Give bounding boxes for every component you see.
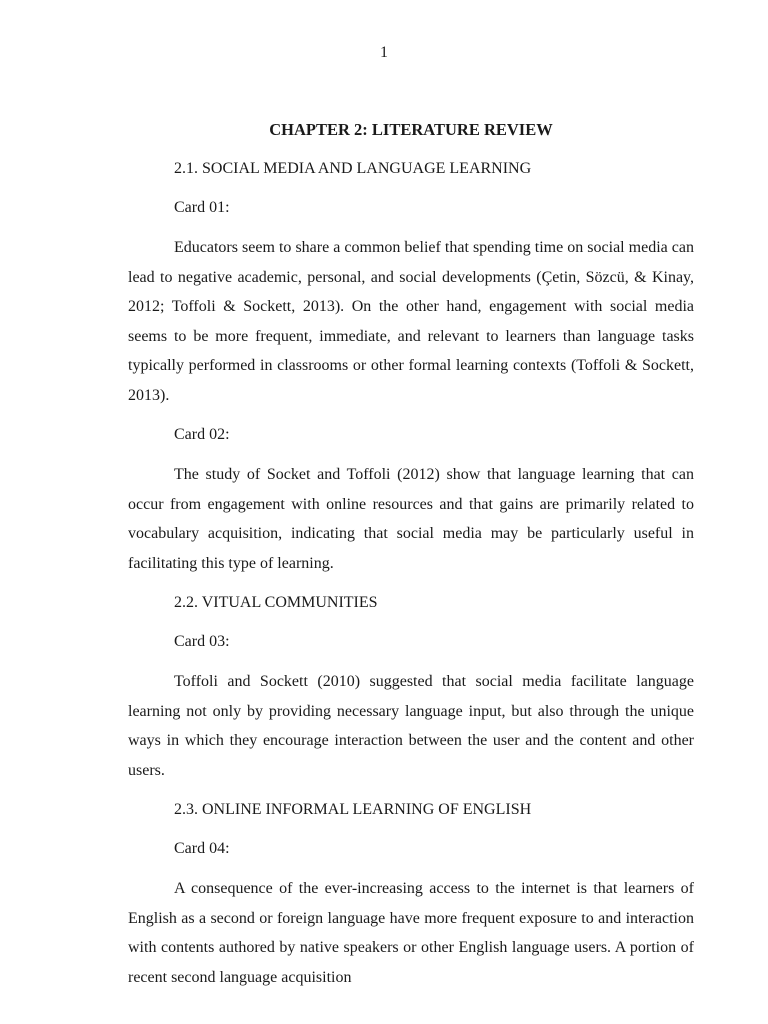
card-label-01: Card 01:: [174, 199, 230, 216]
page-content: [128, 116, 694, 1003]
chapter-title: CHAPTER 2: LITERATURE REVIEW: [269, 120, 553, 139]
card-label-02: Card 02:: [174, 426, 230, 443]
card-label-03: Card 03:: [174, 633, 230, 650]
card-text-03: Toffoli and Sockett (2010) suggested that social media facilitate language learning not only by providing necessary language input, but also through the unique ways in which they encourage interaction between the user and the content and other users.: [128, 673, 694, 779]
section-heading-2-1: 2.1. SOCIAL MEDIA AND LANGUAGE LEARNING: [174, 160, 532, 177]
page-number: 1: [380, 44, 388, 61]
section-heading-2-3: 2.3. ONLINE INFORMAL LEARNING OF ENGLISH: [174, 801, 532, 818]
card-text-04: A consequence of the ever-increasing access to the internet is that learners of English as a second or foreign language have more frequent exposure to and interaction with contents authored by native speakers or other English language users. A portion of recent second language acquisition: [128, 880, 694, 986]
section-heading-2-2: 2.2. VITUAL COMMUNITIES: [174, 594, 378, 611]
card-text-01: Educators seem to share a common belief that spending time on social media can lead to negative academic, personal, and social developments (Çetin, Sözcü, & Kinay, 2012; Toffoli & Sockett, 2013). On the other hand, engagement with social media seems to be more frequent, immediate, and relevant to learners than language tasks typically performed in classrooms or other formal learning contexts (Toffoli & Sockett, 2013).: [128, 239, 694, 404]
card-label-04: Card 04:: [174, 840, 230, 857]
card-text-02: The study of Socket and Toffoli (2012) show that language learning that can occur from engagement with online resources and that gains are primarily related to vocabulary acquisition, indicating that social media may be particularly useful in facilitating this type of learning.: [128, 466, 694, 572]
